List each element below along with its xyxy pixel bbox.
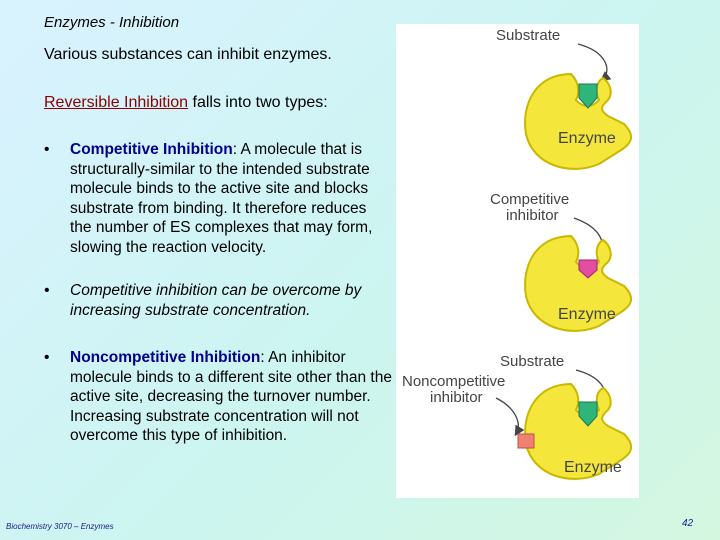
panel2-inhibitor-label-line1: Competitive (490, 191, 570, 208)
page-number: 42 (682, 518, 694, 529)
bullet-symbol: • (44, 349, 50, 366)
panel2-inhibitor-label-line2: inhibitor (506, 207, 559, 224)
competitive-description: : A molecule that is structurally-similar to the intended substrate molecule binds to the active site and blocks substrate from binding. It therefore reduces the number of ES complexes that may form, slowing the reaction velocity. (70, 141, 373, 256)
bullet-symbol: • (44, 141, 50, 158)
reversible-inhibition-link[interactable]: Reversible Inhibition (44, 94, 189, 111)
noncompetitive-term: Noncompetitive Inhibition (70, 349, 261, 366)
panel3-inhibitor-label-line1: Noncompetitive (402, 373, 506, 390)
panel2-enzyme-label: Enzyme (558, 306, 616, 323)
competitive-term: Competitive Inhibition (70, 141, 233, 158)
panel3-enzyme-label: Enzyme (564, 459, 622, 476)
bullet-text (70, 140, 392, 257)
reversible-heading-rest: falls into two types: (188, 94, 328, 111)
slide-title: Enzymes - Inhibition (44, 14, 180, 31)
noncompetitive-description: : An inhibitor molecule binds to a different site other than the active site, decreasing the turnover number. Increasing substrate concentration will not overcome this type of inhibition. (70, 349, 392, 444)
footer-course: Biochemistry 3070 – Enzymes (6, 522, 114, 531)
panel3-inhibitor-label-line2: inhibitor (430, 389, 483, 406)
bullet-text (70, 281, 392, 320)
enzyme-inhibition-diagram (396, 24, 639, 498)
noncompetitive-inhibitor-shape (518, 434, 534, 448)
overcome-description: Competitive inhibition can be overcome by increasing substrate concentration. (70, 282, 362, 319)
bullet-text (70, 348, 392, 446)
bullet-symbol: • (44, 282, 50, 299)
panel1-enzyme-label: Enzyme (558, 130, 616, 147)
panel1-substrate-label: Substrate (496, 27, 561, 44)
reversible-heading (44, 94, 328, 112)
panel3-substrate-label: Substrate (500, 353, 565, 370)
enzyme-inhibition-figure (396, 24, 639, 498)
intro-text: Various substances can inhibit enzymes. (44, 46, 332, 63)
